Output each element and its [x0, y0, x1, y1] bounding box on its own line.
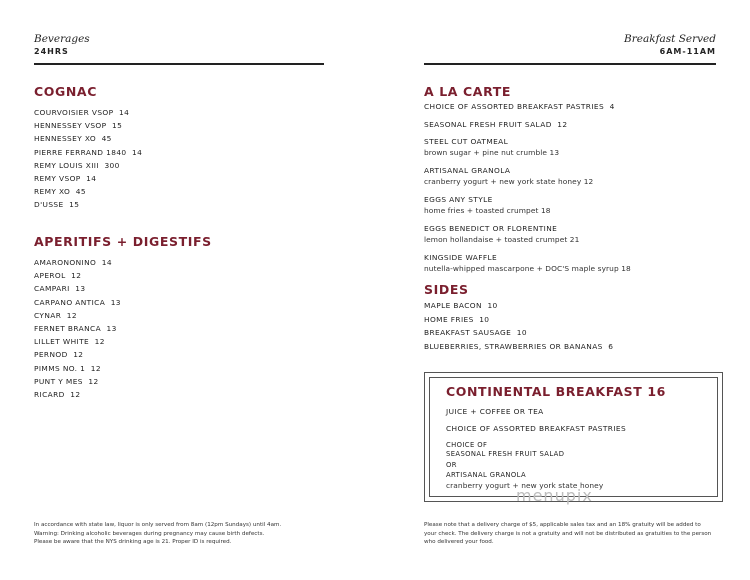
aperitif-item-name: LILLET WHITE [34, 337, 90, 347]
continental-line2: CHOICE OF ASSORTED BREAKFAST PASTRIES [446, 424, 627, 433]
continental-or: OR [446, 461, 457, 469]
footer-left-line: Warning: Drinking alcoholic beverages during pregnancy may cause birth defects. [34, 530, 265, 537]
cognac-item [34, 121, 122, 130]
watermark: menupix [516, 486, 593, 505]
aperitif-item [34, 271, 81, 280]
side-item-name: HOME FRIES [424, 314, 474, 324]
aperitif-item-name: AMARONONINO [34, 258, 97, 267]
cognac-item [34, 200, 79, 209]
cognac-item-name: D'USSE [34, 200, 64, 210]
a-la-carte-item [424, 253, 497, 262]
a-la-carte-item [424, 195, 493, 204]
continental-line1: JUICE + COFFEE OR TEA [446, 407, 544, 416]
footer-left-line: In accordance with state law, liquor is only served from 8am (12pm Sundays) until 4am. [34, 522, 282, 528]
a-la-carte-item-price: 12 [557, 120, 568, 129]
continental-option2-desc: cranberry yogurt + new york state honey [446, 481, 604, 490]
aperitif-item-name: APEROL [34, 271, 66, 281]
a-la-carte-item-name: SEASONAL FRESH FRUIT SALAD [424, 120, 552, 129]
aperitif-item-name: CYNAR [34, 310, 62, 320]
aperitif-item-price: 12 [94, 337, 105, 347]
cognac-item-price: 14 [86, 174, 97, 183]
aperitif-item-name: PERNOD [34, 350, 68, 360]
aperitif-item-price: 12 [73, 350, 84, 360]
aperitif-item-price: 12 [90, 363, 101, 373]
aperitif-item-name: CARPANO ANTICA [34, 297, 106, 307]
cognac-item [34, 174, 96, 183]
cognac-item-price: 45 [75, 187, 86, 197]
aperitif-item-price: 13 [106, 324, 117, 333]
aperitif-item [34, 377, 99, 386]
a-la-carte-item-name: ARTISANAL GRANOLA [424, 166, 511, 175]
aperitif-item [34, 324, 117, 333]
side-item-name: MAPLE BACON [424, 301, 482, 310]
aperitif-item-price: 13 [75, 284, 86, 294]
side-item-price: 6 [608, 341, 614, 351]
cognac-heading: COGNAC [34, 84, 97, 99]
a-la-carte-item-name: KINGSIDE WAFFLE [424, 253, 498, 262]
continental-choice-of: CHOICE OF [446, 441, 488, 449]
aperitif-item-name: RICARD [34, 390, 65, 399]
aperitif-item [34, 337, 105, 346]
side-item-price: 10 [479, 314, 490, 324]
aperitif-item [34, 311, 77, 320]
side-item-price: 10 [516, 328, 527, 338]
aperitif-item [34, 298, 121, 307]
cognac-item-name: PIERRE FERRAND 1840 [34, 147, 127, 157]
cognac-item [34, 134, 112, 143]
aperitif-item-price: 14 [101, 258, 112, 267]
a-la-carte-item-name: EGGS BENEDICT OR FLORENTINE [424, 224, 558, 233]
side-item [424, 301, 498, 310]
aperitif-item-price: 12 [70, 390, 81, 399]
aperitif-item [34, 258, 112, 267]
aperitifs-heading: APERITIFS + DIGESTIFS [34, 234, 212, 249]
sides-heading: SIDES [424, 282, 469, 297]
cognac-item [34, 108, 129, 117]
cognac-item-name: REMY VSOP [34, 174, 81, 183]
a-la-carte-item [424, 102, 615, 111]
cognac-item-name: HENNESSEY XO [34, 134, 97, 144]
cognac-item-name: REMY LOUIS XIII [34, 160, 99, 170]
beverages-hours: 24HRS [34, 47, 69, 56]
cognac-item-price: 15 [69, 200, 80, 210]
side-item [424, 342, 613, 351]
breakfast-hours: 6AM-11AM [659, 47, 716, 56]
aperitif-item [34, 364, 101, 373]
continental-option2: ARTISANAL GRANOLA [446, 471, 526, 479]
aperitif-item [34, 350, 83, 359]
continental-option1: SEASONAL FRESH FRUIT SALAD [446, 450, 565, 458]
a-la-carte-item [424, 120, 568, 129]
aperitif-item-name: CAMPARI [34, 284, 70, 294]
aperitif-item-price: 13 [110, 297, 121, 307]
cognac-item-name: HENNESSEY VSOP [34, 121, 107, 131]
aperitif-item-name: PUNT Y MES [34, 376, 83, 386]
aperitif-item [34, 284, 85, 293]
side-item [424, 315, 489, 324]
side-item-name: BLUEBERRIES, STRAWBERRIES OR BANANAS [424, 341, 603, 351]
breakfast-title: Breakfast Served [624, 33, 716, 45]
cognac-item-name: COURVOISIER VSOP [34, 108, 114, 117]
right-header-rule [424, 63, 716, 65]
aperitif-item [34, 390, 80, 399]
footer-right-line: who delivered your food. [424, 539, 494, 546]
a-la-carte-heading: A LA CARTE [424, 84, 511, 99]
aperitif-item-price: 12 [66, 310, 77, 320]
cognac-item-price: 45 [101, 134, 112, 144]
aperitif-item-name: FERNET BRANCA [34, 324, 102, 333]
aperitif-item-name: PIMMS NO. 1 [34, 363, 86, 373]
cognac-item [34, 161, 120, 170]
footer-right [424, 521, 711, 547]
footer-right-line: your check. The delivery charge is not a gratuity and will not be distributed as gratuities to the person [424, 530, 712, 537]
side-item [424, 328, 527, 337]
cognac-item [34, 148, 142, 157]
cognac-item-price: 300 [104, 160, 120, 170]
footer-left-line: Please be aware that the NYS drinking age is 21. Proper ID is required. [34, 539, 232, 546]
a-la-carte-item [424, 137, 508, 146]
a-la-carte-item-name: STEEL CUT OATMEAL [424, 137, 509, 146]
aperitif-item-price: 12 [88, 376, 99, 386]
cognac-item [34, 187, 86, 196]
a-la-carte-item-name: EGGS ANY STYLE [424, 195, 493, 204]
footer-left [34, 521, 281, 547]
cognac-item-name: REMY XO [34, 187, 71, 197]
continental-heading: CONTINENTAL BREAKFAST 16 [446, 384, 666, 399]
cognac-item-price: 14 [132, 147, 143, 157]
a-la-carte-item-price: 4 [609, 102, 615, 111]
a-la-carte-item-desc: home fries + toasted crumpet 18 [424, 206, 551, 215]
footer-right-line: Please note that a delivery charge of $5, applicable sales tax and an 18% gratuity will be added to [424, 522, 701, 528]
a-la-carte-item-desc: brown sugar + pine nut crumble 13 [424, 148, 560, 157]
left-header-rule [34, 63, 324, 65]
side-item-price: 10 [487, 301, 498, 310]
a-la-carte-item-name: CHOICE OF ASSORTED BREAKFAST PASTRIES [424, 102, 605, 111]
a-la-carte-item-desc: nutella-whipped mascarpone + DOC'S maple syrup 18 [424, 264, 631, 273]
a-la-carte-item [424, 166, 510, 175]
aperitif-item-price: 12 [71, 271, 82, 281]
beverages-title: Beverages [34, 33, 90, 45]
side-item-name: BREAKFAST SAUSAGE [424, 328, 512, 338]
a-la-carte-item [424, 224, 557, 233]
a-la-carte-item-desc: lemon hollandaise + toasted crumpet 21 [424, 235, 580, 244]
cognac-item-price: 15 [112, 121, 123, 131]
cognac-item-price: 14 [119, 108, 130, 117]
a-la-carte-item-desc: cranberry yogurt + new york state honey 12 [424, 177, 594, 186]
